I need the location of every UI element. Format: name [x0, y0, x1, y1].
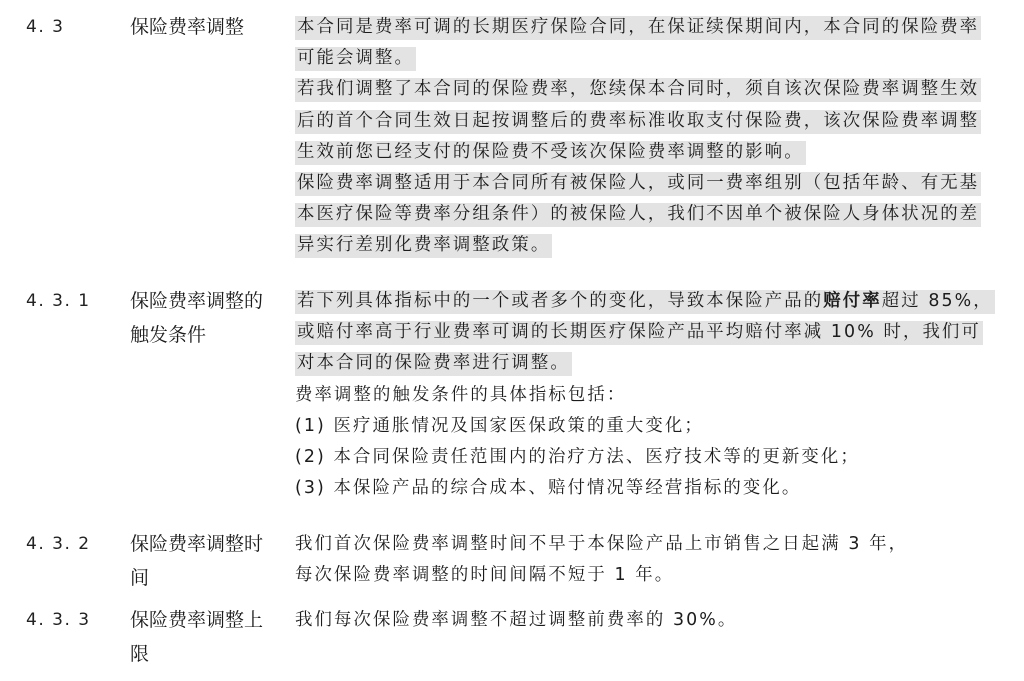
paragraph: [295, 286, 995, 380]
loss-ratio-term: 赔付率: [823, 291, 882, 311]
highlighted-text: 本合同是费率可调的长期医疗保险合同，在保证续保期间内，本合同的保险费率可能会调整。: [295, 16, 981, 71]
trigger-text-part: 超过 85%，或赔付率高于行业费率可调的长期医疗保险产品平均赔付率减 10% 时，我们可对本合同的保险费率进行调整。: [297, 291, 993, 374]
paragraph: 费率调整的触发条件的具体指标包括：: [295, 384, 627, 405]
section-number: 4. 3: [26, 17, 65, 37]
paragraph: [295, 168, 995, 262]
section-body: [295, 605, 995, 636]
text-line: 每次保险费率调整的时间间隔不短于 1 年。: [295, 565, 675, 586]
text-line: 我们每次保险费率调整不超过调整前费率的 30%。: [295, 610, 738, 630]
highlighted-text: [295, 290, 995, 376]
list-item: (2) 本合同保险责任范围内的治疗方法、医疗技术等的更新变化；: [295, 447, 860, 468]
trigger-text-part: 若下列具体指标中的一个或者多个的变化，导致本保险产品的: [297, 291, 824, 311]
text-line: 我们首次保险费率调整时间不早于本保险产品上市销售之日起满 3 年，: [295, 534, 909, 554]
section-number: 4. 3. 2: [26, 534, 91, 554]
paragraph: [295, 12, 995, 74]
section-title: 保险费率调整时间: [130, 533, 264, 589]
section-number: 4. 3. 3: [26, 610, 91, 630]
section-title: 保险费率调整: [130, 16, 245, 38]
paragraph: [295, 74, 995, 168]
section-title: 保险费率调整上限: [130, 609, 264, 665]
highlighted-text: 若我们调整了本合同的保险费率，您续保本合同时，须自该次保险费率调整生效后的首个合同生效日起按调整后的费率标准收取支付保险费，该次保险费率调整生效前您已经支付的保险费不受该次保险费率调整的影响。: [295, 78, 981, 164]
section-body: [295, 286, 995, 504]
list-item: (3) 本保险产品的综合成本、赔付情况等经营指标的变化。: [295, 478, 802, 499]
section-body: [295, 12, 995, 262]
section-body: [295, 529, 995, 591]
section-number: 4. 3. 1: [26, 291, 91, 311]
section-title: 保险费率调整的触发条件: [130, 290, 264, 346]
highlighted-text: 保险费率调整适用于本合同所有被保险人，或同一费率组别（包括年龄、有无基本医疗保险等费率分组条件）的被保险人，我们不因单个被保险人身体状况的差异实行差别化费率调整政策。: [295, 172, 981, 258]
list-item: (1) 医疗通胀情况及国家医保政策的重大变化；: [295, 415, 704, 436]
